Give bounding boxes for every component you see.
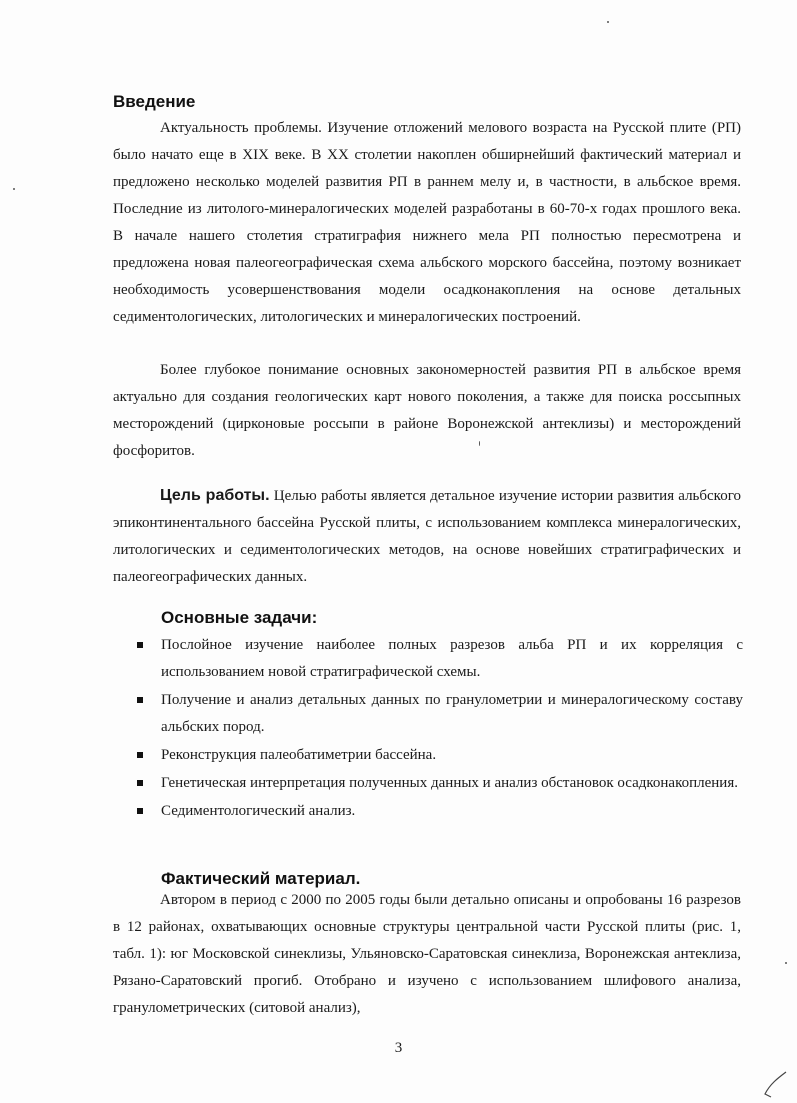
bullet-icon [137,780,143,786]
intro-heading: Введение [113,92,196,111]
bullet-icon [137,642,143,648]
task-text: Реконструкция палеобатиметрии бассейна. [161,747,437,763]
task-text: Седиментологический анализ. [161,803,356,819]
bullet-icon [137,752,143,758]
list-item [137,687,743,741]
intro-paragraph-2: Более глубокое понимание основных закономерностей развития РП в альбское время актуально для создания геологических карт нового поколения, а также для поиска россыпных месторождений (цирконовые россыпи в районе Воронежской антеклизы) и месторождений фосфоритов. [113,362,741,459]
material-heading: Фактический материал. [161,869,361,888]
list-item [137,798,743,825]
goal-text: Целью работы является детальное изучение истории развития альбского эпиконтинентального бассейна Русской плиты, с использованием комплекса минералогических, литологических и седиментологических методов, на основе новейших стратиграфических и палеогеографических данных. [113,488,741,585]
scan-speck [785,962,787,964]
pen-mark-icon [762,1070,790,1100]
bullet-icon [137,808,143,814]
scan-speck [13,188,15,190]
list-item [137,770,743,797]
material-paragraph: Автором в период с 2000 по 2005 годы были детально описаны и опробованы 16 разрезов в 12 районах, охватывающих основные структуры центральной части Русской плиты (рис. 1, табл. 1): юг Московской синеклизы, Ульяновско-Саратовская синеклиза, Воронежская антеклиза, Рязано-Саратовский прогиб. Отобрано и изучено с использованием шлифового анализа, гранулометрических (ситовой анализ), [113,892,741,1016]
intro-paragraph-1: Актуальность проблемы. Изучение отложений мелового возраста на Русской плите (РП) было начато еще в XIX веке. В XX столетии накоплен обширнейший фактический материал и предложено несколько моделей развития РП в раннем мелу и, в частности, в альбское время. Последние из литолого-минералогических моделей разработаны в 60-70-х годах прошлого века. В начале нашего столетия стратиграфия нижнего мела РП полностью пересмотрена и предложена новая палеогеографическая схема альбского морского бассейна, поэтому возникает необходимость усовершенствования модели осадконакопления на основе детальных седиментологических, литологических и минералогических построений. [113,120,741,325]
page-number: 3 [394,1040,403,1056]
list-item [137,742,743,769]
task-text: Получение и анализ детальных данных по гранулометрии и минералогическому составу альбских пород. [161,692,743,735]
tasks-heading: Основные задачи: [161,608,318,627]
scan-speck [607,21,609,23]
tasks-list [137,632,743,826]
list-item [137,632,743,686]
task-text: Генетическая интерпретация полученных данных и анализ обстановок осадконакопления. [161,775,738,791]
goal-paragraph [113,482,741,591]
task-text: Послойное изучение наиболее полных разрезов альба РП и их корреляция с использованием новой стратиграфической схемы. [161,637,743,680]
goal-label: Цель работы. [160,487,270,504]
bullet-icon [137,697,143,703]
